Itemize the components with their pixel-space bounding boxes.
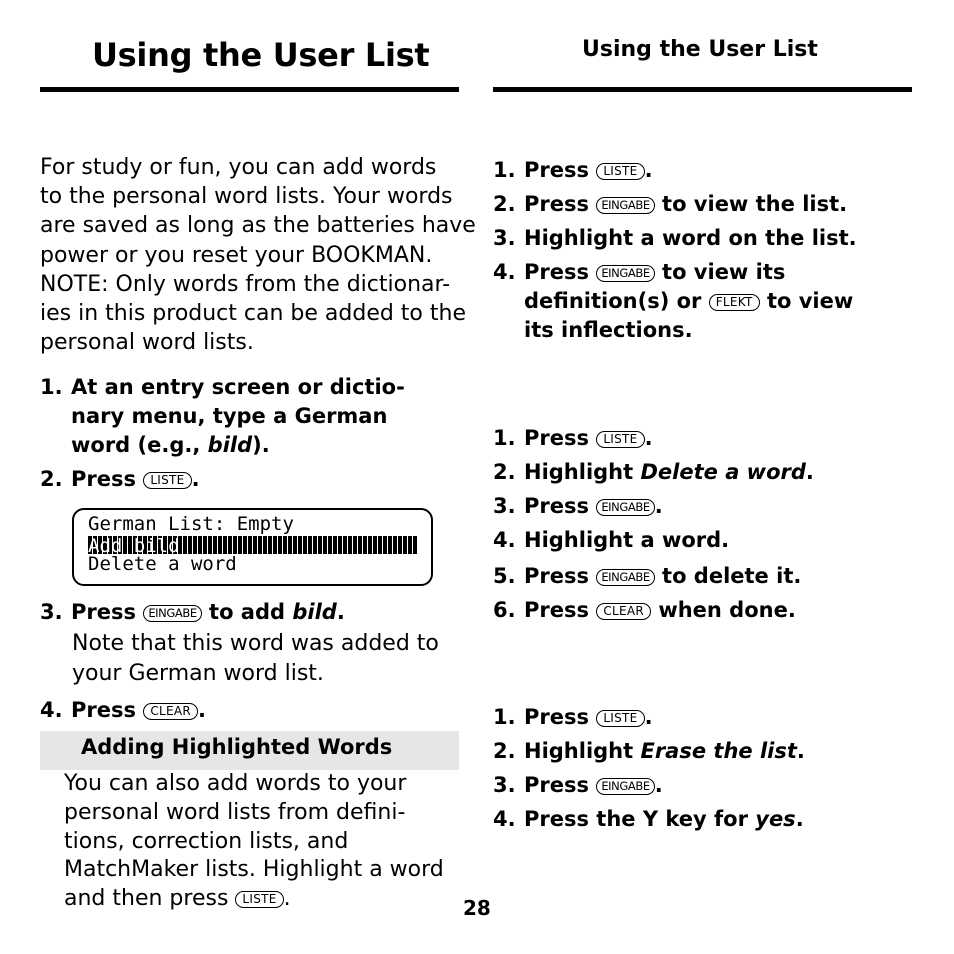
highlighted-words-paragraph: You can also add words to your personal word lists from defini- tions, correction lists, and MatchMaker lists. Highlight a word and then press LISTE .: [64, 771, 444, 912]
screen-line-3: Delete a word: [88, 553, 237, 575]
intro-line: personal word lists.: [40, 330, 254, 356]
delete-steps: 1. Press LISTE . 2. Highlight Delete a word. 3. Press EINGABE . 4. Highlight a word. 5. Press EINGABE to delete it. 6. Press CLEAR when done.: [493, 426, 814, 622]
eingabe-key-icon: EINGABE: [596, 778, 654, 795]
intro-line: are saved as long as the batteries have: [40, 213, 476, 239]
liste-key-icon: LISTE: [596, 431, 644, 448]
erase-steps: 1. Press LISTE . 2. Highlight Erase the list. 3. Press EINGABE . 4. Press the Y key for yes.: [493, 705, 805, 831]
intro-line: to the personal word lists. Your words: [40, 184, 453, 210]
eingabe-key-icon: EINGABE: [596, 197, 654, 214]
add-step-3: 3. Press EINGABE to add bild.: [40, 600, 345, 624]
intro-line: power or you reset your BOOKMAN.: [40, 242, 433, 268]
eingabe-key-icon: EINGABE: [596, 569, 654, 586]
intro-line: NOTE: Only words from the dictionar-: [40, 271, 451, 297]
page-number: 28: [463, 896, 491, 920]
left-title-rule: [40, 87, 459, 92]
lcd-screen: [72, 508, 433, 586]
liste-key-icon: LISTE: [143, 472, 191, 489]
liste-key-icon: LISTE: [596, 710, 644, 727]
add-step-2: 2. Press LISTE .: [40, 467, 200, 491]
add-step-1: 1. At an entry screen or dictio- nary menu, type a German word (e.g., bild).: [40, 375, 405, 457]
page-title: Using the User List: [92, 36, 430, 74]
add-step-4: 4. Press CLEAR .: [40, 698, 206, 722]
eingabe-key-icon: EINGABE: [596, 499, 654, 516]
subsection-title: Adding Highlighted Words: [81, 735, 393, 759]
screen-line-2: Add bild: [88, 534, 180, 557]
intro-line: ies in this product can be added to the: [40, 301, 466, 327]
liste-key-icon: LISTE: [596, 163, 644, 180]
screen-line-1: German List: Empty: [88, 513, 294, 535]
eingabe-key-icon: EINGABE: [143, 605, 201, 622]
intro-line: For study or fun, you can add words: [40, 155, 437, 180]
add-step-3-note: Note that this word was added to your German word list.: [72, 631, 439, 686]
liste-key-icon: LISTE: [235, 891, 283, 908]
clear-key-icon: CLEAR: [596, 603, 651, 620]
intro-paragraph: [40, 153, 476, 357]
flekt-key-icon: FLEKT: [709, 294, 760, 311]
running-header: Using the User List: [582, 37, 818, 62]
right-title-rule: [493, 87, 912, 92]
eingabe-key-icon: EINGABE: [596, 265, 654, 282]
clear-key-icon: CLEAR: [143, 703, 198, 720]
screen-highlight-bar: [88, 534, 418, 557]
view-steps: 1. Press LISTE . 2. Press EINGABE to view the list. 3. Highlight a word on the list. 4. Press EINGABE to view its definition(s) or FLEKT to view its inflections.: [493, 158, 857, 342]
